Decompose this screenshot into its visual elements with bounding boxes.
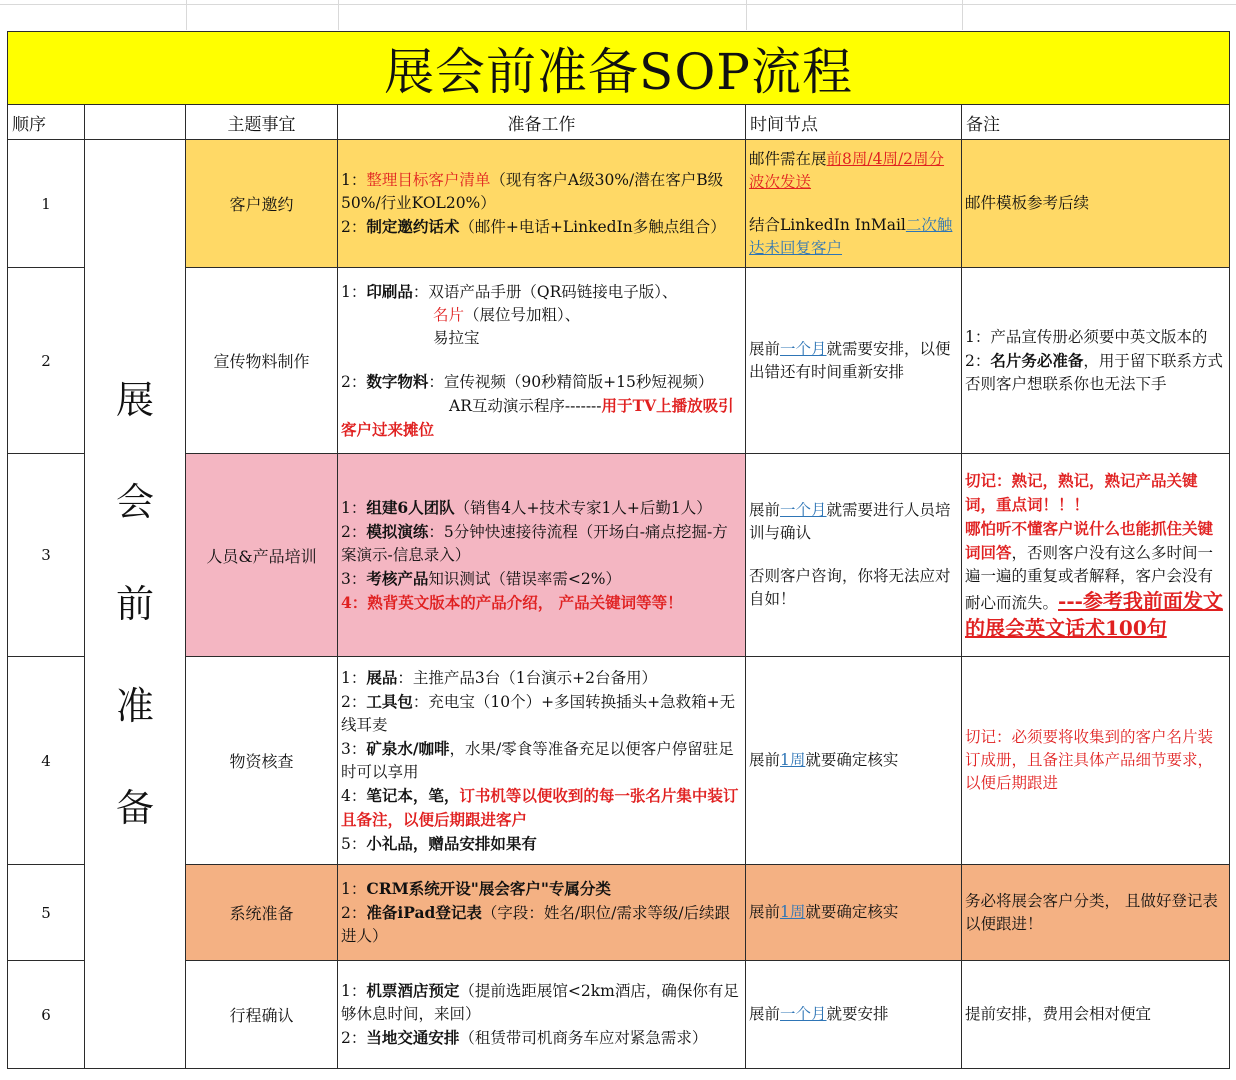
table-row [8, 961, 1230, 1069]
text: 2： [341, 692, 367, 711]
work-cell[interactable] [338, 961, 746, 1069]
page-title[interactable]: 展会前准备SOP流程 [8, 32, 1230, 105]
text: ：5分钟快速接待流程（开场白-痛点挖掘-方案演示-信息录入） [341, 522, 728, 564]
text: 4： [341, 786, 367, 805]
text: 2： [341, 1029, 367, 1047]
text-underline: 一个月 [780, 1005, 827, 1023]
table-row [8, 657, 1230, 865]
stage-char: 会 [115, 480, 154, 524]
text-bold: 印刷品 [366, 281, 413, 301]
text: 展前 [749, 751, 781, 769]
text-highlight: 用于TV上播放吸引客户过来摊位 [341, 395, 734, 439]
seq-cell[interactable]: 2 [8, 268, 85, 454]
text: 就需要安排，以便出错还有时间重新安排 [749, 339, 951, 381]
text-bold: 机票酒店预定 [366, 981, 460, 1000]
text: 2： [341, 904, 367, 922]
table-row [8, 865, 1230, 961]
text: 2： [341, 372, 367, 391]
text: 3： [341, 569, 367, 588]
work-cell[interactable] [338, 454, 746, 657]
work-cell[interactable] [338, 268, 746, 454]
topic-cell[interactable]: 客户邀约 [186, 140, 338, 268]
text: 展前 [749, 903, 781, 921]
text-bold: 制定邀约话术 [366, 216, 460, 236]
topic-cell[interactable]: 人员&产品培训 [186, 454, 338, 657]
seq-cell[interactable]: 5 [8, 865, 85, 961]
text-highlight: 订书机等以便收到的每一张名片集中装订且备注，以便后期跟进客户 [341, 785, 739, 829]
text: 展前 [749, 1005, 781, 1023]
text-bold: 数字物料 [366, 371, 429, 391]
text-underline: 1周 [780, 751, 806, 769]
table-row [8, 268, 1230, 454]
sop-table [7, 31, 1230, 1069]
text: 就需要进行人员培训与确认 [749, 501, 951, 542]
time-cell[interactable] [746, 454, 962, 657]
stage-char: 备 [115, 786, 154, 830]
header-work[interactable]: 准备工作 [338, 105, 746, 140]
text: （现有客户A级30%/潜在客户B级50%/行业KOL20%） [341, 170, 724, 212]
text: 2： [341, 217, 367, 236]
text: 1： [341, 668, 367, 687]
text: （邮件+电话+LinkedIn多触点组合） [459, 217, 726, 236]
text: （提前选距展馆<2km酒店，确保你有足够休息时间，来回） [341, 982, 739, 1023]
time-cell[interactable] [746, 961, 962, 1069]
text: 展前 [749, 501, 781, 519]
stage-char: 前 [115, 582, 154, 626]
text: （销售4人+技术专家1人+后勤1人） [454, 498, 712, 517]
text-bold: 名片务必准备 [990, 350, 1084, 370]
text: 结合LinkedIn InMail [749, 215, 906, 234]
reference-link: ---参考我前面发文的展会英文话术100句 [965, 588, 1223, 640]
note-cell[interactable] [962, 268, 1230, 454]
text-underline: 一个月 [780, 339, 827, 358]
text: （字段：姓名/职位/需求等级/后续跟进人） [341, 904, 731, 945]
text: 1： [341, 282, 367, 301]
text-bold: CRM系统开设"展会客户"专属分类 [366, 879, 611, 898]
text: ：主推产品3台（1台演示+2台备用） [397, 668, 657, 687]
text: ，用于留下联系方式否则客户想联系你也无法下手 [965, 351, 1223, 393]
text: 2： [341, 522, 367, 541]
stage-char: 准 [115, 684, 154, 728]
time-cell[interactable] [746, 657, 962, 865]
text: 就要确定核实 [805, 751, 899, 769]
note-cell[interactable]: 邮件模板参考后续 [962, 140, 1230, 268]
seq-cell[interactable]: 1 [8, 140, 85, 268]
text: AR互动演示程序------- [449, 396, 602, 415]
text: 1： [341, 498, 367, 517]
text: 易拉宝 [433, 328, 480, 347]
table-row [8, 454, 1230, 657]
text: 5： [341, 834, 367, 853]
text: 1：产品宣传册必须要中英文版本的 [965, 327, 1208, 346]
text: 展前 [749, 339, 781, 358]
text-underline: 一个月 [780, 501, 827, 519]
text: 1： [341, 880, 367, 898]
note-cell[interactable]: 务必将展会客户分类， 且做好登记表以便跟进！ [962, 865, 1230, 961]
topic-cell[interactable]: 行程确认 [186, 961, 338, 1069]
text-highlight: 整理目标客户清单 [366, 170, 491, 189]
text-highlight: 切记：熟记，熟记，熟记产品关键词，重点词！！！ [965, 470, 1198, 514]
text-bold: 工具包 [366, 691, 413, 711]
text: 否则客户咨询，你将无法应对自如！ [749, 567, 951, 608]
text: ，水果/零食等准备充足以便客户停留驻足时可以享用 [341, 739, 734, 781]
topic-cell[interactable]: 宣传物料制作 [186, 268, 338, 454]
text: 3： [341, 739, 367, 758]
table-row [8, 140, 1230, 268]
text: ：充电宝（10个）+多国转换插头+急救箱+无线耳麦 [341, 692, 736, 734]
text-bold: 矿泉水/咖啡 [366, 738, 450, 758]
time-cell[interactable] [746, 865, 962, 961]
header-note[interactable]: 备注 [962, 105, 1230, 140]
stage-char: 展 [115, 378, 154, 422]
seq-cell[interactable]: 4 [8, 657, 85, 865]
text: 1： [341, 982, 367, 1000]
note-cell[interactable]: 提前安排，费用会相对便宜 [962, 961, 1230, 1069]
text: 就要确定核实 [805, 903, 899, 921]
work-cell[interactable] [338, 140, 746, 268]
time-cell[interactable] [746, 268, 962, 454]
topic-cell[interactable]: 系统准备 [186, 865, 338, 961]
text-underline: 前8周/4周/2周分波次发送 [749, 149, 945, 191]
text: （租赁带司机商务车应对紧急需求） [459, 1029, 708, 1047]
grid-line [0, 4, 1236, 5]
text: ：宣传视频（90秒精简版+15秒短视频） [428, 372, 714, 391]
text: 2： [965, 351, 991, 370]
text-bold: 小礼品，赠品安排如果有 [366, 833, 537, 853]
text-underline: 1周 [780, 903, 806, 921]
text: 知识测试（错误率需<2%） [428, 569, 621, 588]
text: 邮件需在展 [749, 149, 827, 168]
text-bold: 笔记本，笔， [366, 785, 460, 805]
text-bold: 考核产品 [366, 568, 429, 588]
text-highlight: 4：熟背英文版本的产品介绍， 产品关键词等等！ [341, 592, 683, 612]
work-cell[interactable] [338, 865, 746, 961]
text-bold: 展品 [366, 667, 398, 687]
text: ，否则客户没有这么多时间一遍一遍的重复或者解释，客户会没有耐心而流失。 [965, 543, 1214, 612]
text-highlight: 名片 [433, 305, 465, 324]
seq-cell[interactable]: 6 [8, 961, 85, 1069]
text-bold: 准备iPad登记表 [366, 903, 482, 922]
text-bold: 组建6人团队 [366, 497, 455, 517]
stage-cell[interactable] [85, 140, 186, 1069]
seq-cell[interactable]: 3 [8, 454, 85, 657]
note-cell[interactable] [962, 454, 1230, 657]
text-bold: 当地交通安排 [366, 1028, 460, 1047]
header-row [8, 105, 1230, 140]
text: 就要安排 [826, 1005, 889, 1023]
header-time[interactable]: 时间节点 [746, 105, 962, 140]
header-seq[interactable]: 顺序 [8, 105, 85, 140]
header-stage[interactable] [85, 105, 186, 140]
header-topic[interactable]: 主题事宜 [186, 105, 338, 140]
topic-cell[interactable]: 物资核查 [186, 657, 338, 865]
text: ：双语产品手册（QR码链接电子版）、 [412, 282, 678, 301]
text-bold: 模拟演练 [366, 521, 429, 541]
text: （展位号加粗）、 [464, 305, 581, 324]
text: 1： [341, 170, 367, 189]
text-highlight: 哪怕听不懂客户说什么也能抓住关键词回答 [965, 518, 1214, 562]
note-cell[interactable]: 切记：必须要将收集到的客户名片装订成册，且备注具体产品细节要求，以便后期跟进 [962, 657, 1230, 865]
work-cell[interactable] [338, 657, 746, 865]
text-underline: 二次触达未回复客户 [749, 215, 953, 257]
time-cell[interactable] [746, 140, 962, 268]
